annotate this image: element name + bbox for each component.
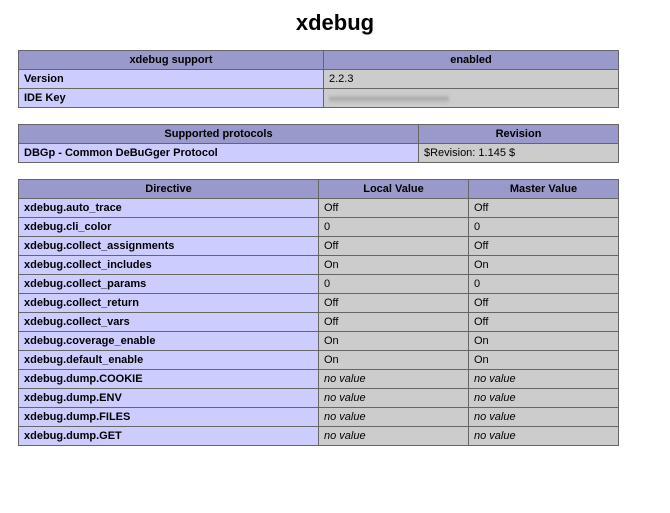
directive-name: xdebug.collect_assignments (19, 237, 319, 256)
xdebug-support-body (19, 51, 619, 108)
table-row (19, 218, 619, 237)
directive-local-value: Off (319, 237, 469, 256)
directive-local-value: Off (319, 199, 469, 218)
protocol-revision: $Revision: 1.145 $ (419, 144, 619, 163)
page-title: xdebug (295, 10, 375, 35)
table-row (19, 408, 619, 427)
directive-master-value: no value (469, 408, 619, 427)
table-row (19, 370, 619, 389)
support-row-value-masked (324, 89, 619, 108)
directive-name: xdebug.default_enable (19, 351, 319, 370)
supported-protocols-table (18, 124, 619, 163)
directive-local-value: On (319, 256, 469, 275)
directive-master-value: 0 (469, 275, 619, 294)
directive-name: xdebug.cli_color (19, 218, 319, 237)
table-row (19, 237, 619, 256)
directive-master-value: Off (469, 313, 619, 332)
directive-master-value: no value (469, 389, 619, 408)
directive-name: xdebug.collect_return (19, 294, 319, 313)
directive-name: xdebug.coverage_enable (19, 332, 319, 351)
support-row-value: 2.2.3 (324, 70, 619, 89)
directive-local-value: 0 (319, 218, 469, 237)
directive-name: xdebug.dump.COOKIE (19, 370, 319, 389)
directive-name: xdebug.collect_vars (19, 313, 319, 332)
directive-local-value: no value (319, 427, 469, 446)
directive-name: xdebug.dump.ENV (19, 389, 319, 408)
directive-local-value: On (319, 351, 469, 370)
directives-header-master: Master Value (469, 180, 619, 199)
directive-master-value: On (469, 332, 619, 351)
table-row (19, 199, 619, 218)
directives-header-directive: Directive (19, 180, 319, 199)
table-header-row (19, 180, 619, 199)
directive-local-value: Off (319, 294, 469, 313)
directive-master-value: no value (469, 370, 619, 389)
directives-body (19, 180, 619, 446)
directive-local-value: no value (319, 370, 469, 389)
table-row (19, 275, 619, 294)
directive-master-value: no value (469, 427, 619, 446)
table-row (19, 351, 619, 370)
directive-name: xdebug.dump.GET (19, 427, 319, 446)
support-header-right: enabled (324, 51, 619, 70)
directive-master-value: Off (469, 199, 619, 218)
directive-name: xdebug.auto_trace (19, 199, 319, 218)
table-row (19, 70, 619, 89)
directive-master-value: 0 (469, 218, 619, 237)
table-row (19, 332, 619, 351)
directive-local-value: no value (319, 408, 469, 427)
directive-master-value: Off (469, 237, 619, 256)
table-header-row (19, 125, 619, 144)
table-row (19, 89, 619, 108)
table-row (19, 389, 619, 408)
table-row (19, 294, 619, 313)
table-row (19, 427, 619, 446)
directive-local-value: no value (319, 389, 469, 408)
table-row (19, 256, 619, 275)
protocols-header-left: Supported protocols (19, 125, 419, 144)
table-row (19, 144, 619, 163)
xdebug-support-table (18, 50, 619, 108)
protocols-header-right: Revision (419, 125, 619, 144)
support-row-label: IDE Key (19, 89, 324, 108)
table-row (19, 313, 619, 332)
directive-local-value: On (319, 332, 469, 351)
directive-local-value: 0 (319, 275, 469, 294)
supported-protocols-body (19, 125, 619, 163)
directives-header-local: Local Value (319, 180, 469, 199)
support-row-label: Version (19, 70, 324, 89)
directive-master-value: Off (469, 294, 619, 313)
table-header-row (19, 51, 619, 70)
directive-name: xdebug.collect_params (19, 275, 319, 294)
redacted-value (329, 95, 449, 104)
directive-master-value: On (469, 351, 619, 370)
directive-local-value: Off (319, 313, 469, 332)
support-header-left: xdebug support (19, 51, 324, 70)
protocol-name: DBGp - Common DeBuGger Protocol (19, 144, 419, 163)
page-content (0, 10, 670, 446)
directive-master-value: On (469, 256, 619, 275)
directive-name: xdebug.dump.FILES (19, 408, 319, 427)
directive-name: xdebug.collect_includes (19, 256, 319, 275)
directives-table (18, 179, 619, 446)
